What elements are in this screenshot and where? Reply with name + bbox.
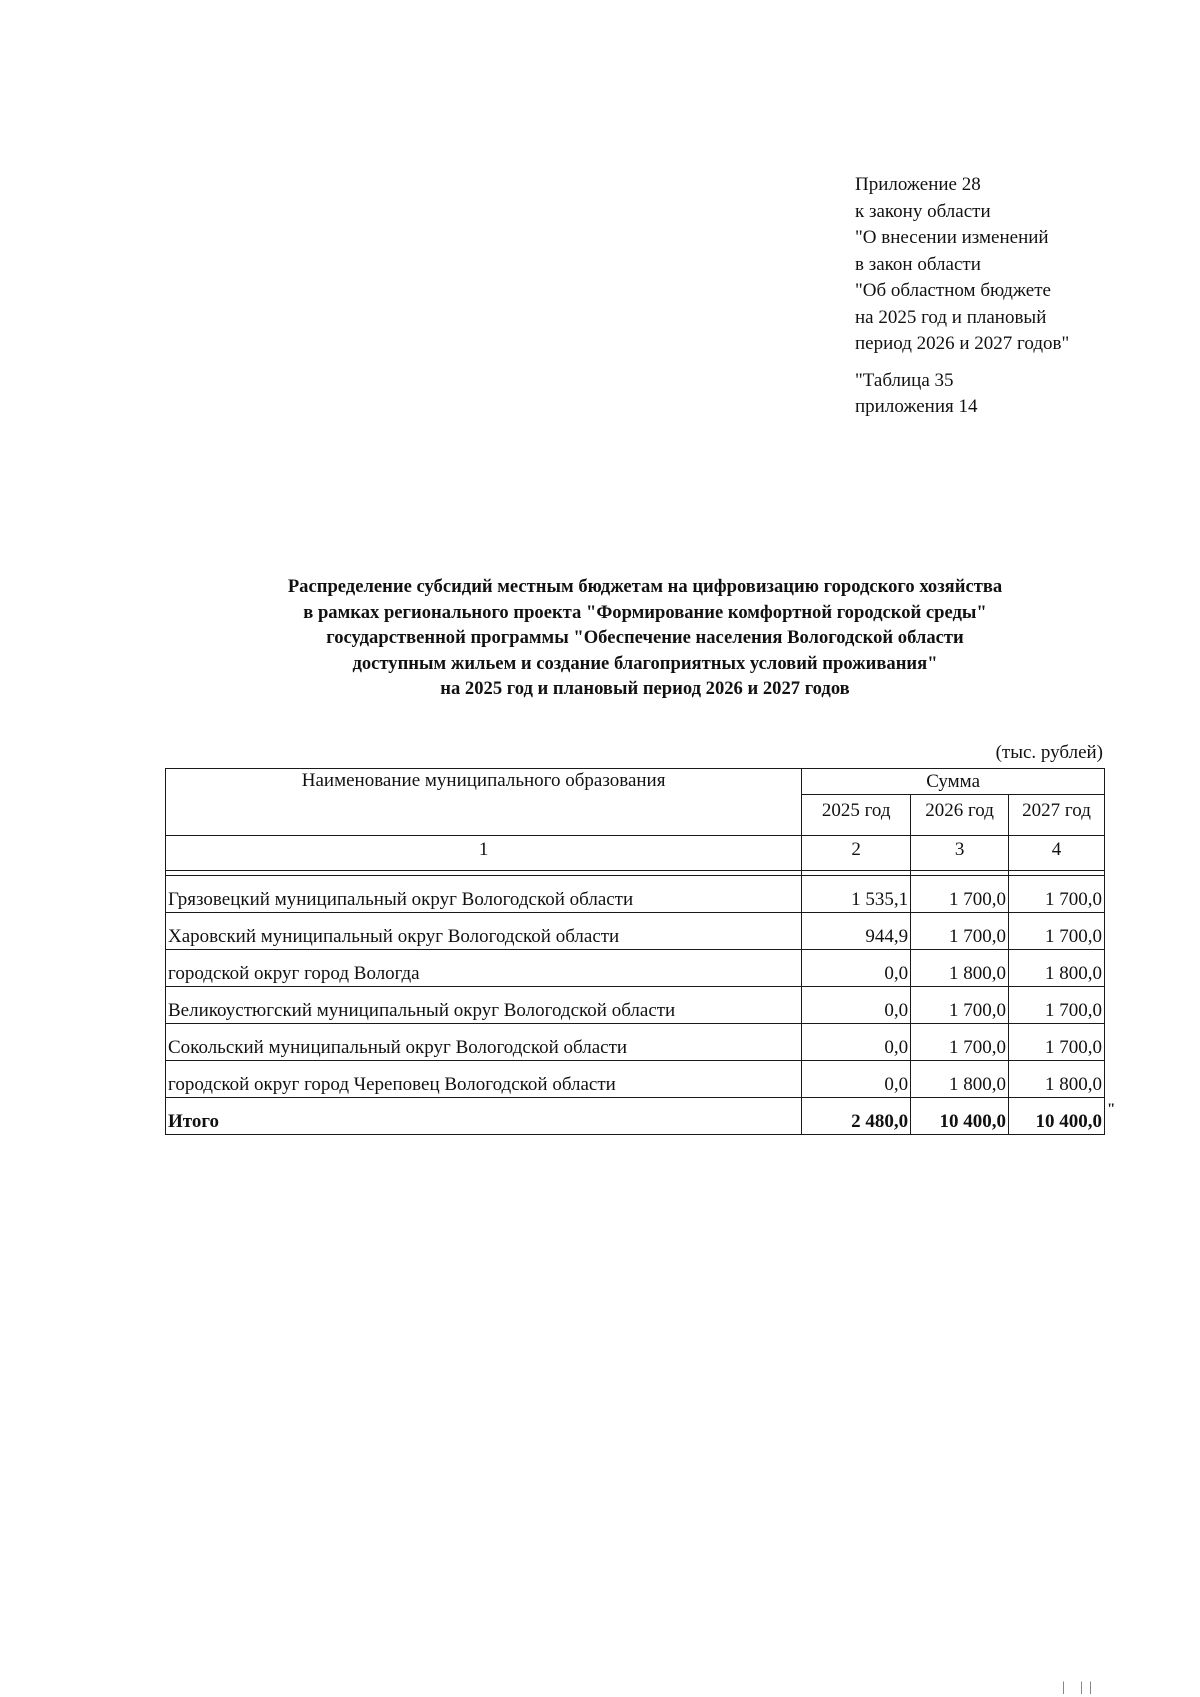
- title-line: государственной программы "Обеспечение населения Вологодской области: [326, 627, 964, 648]
- header-year-2026: 2026 год: [911, 795, 1009, 836]
- appendix-line: Приложение 28: [855, 174, 981, 195]
- value-2027: 1 700,0: [1009, 876, 1105, 913]
- table-row: [166, 1024, 1105, 1061]
- appendix-line: период 2026 и 2027 годов": [855, 333, 1070, 354]
- total-label: Итого: [166, 1098, 802, 1135]
- table-row: [166, 876, 1105, 913]
- total-2027: 10 400,0: [1009, 1098, 1105, 1135]
- appendix-line: на 2025 год и плановый: [855, 306, 1047, 328]
- table-ref-line: приложения 14: [855, 396, 978, 417]
- column-number: 2: [802, 836, 911, 871]
- municipality-name: Харовский муниципальный округ Вологодской области: [166, 913, 802, 950]
- appendix-gap: [855, 358, 1069, 368]
- value-2026: 1 800,0: [911, 950, 1009, 987]
- value-2027: 1 700,0: [1009, 987, 1105, 1024]
- appendix-line: "Об областном бюджете: [855, 280, 1051, 301]
- document-title: [150, 574, 1140, 702]
- value-2025: 1 535,1: [802, 876, 911, 913]
- header-sum-cell: Сумма: [802, 769, 1105, 795]
- municipality-name: Великоустюгский муниципальный округ Вологодской области: [166, 987, 802, 1024]
- subsidy-table: [165, 768, 1105, 1135]
- title-line: доступным жильем и создание благоприятных условий проживания": [352, 652, 938, 674]
- title-line: Распределение субсидий местным бюджетам на цифровизацию городского хозяйства: [287, 576, 1003, 597]
- municipality-name: городской округ город Вологда: [166, 950, 802, 987]
- scan-mark: | ||: [1062, 1680, 1098, 1695]
- title-line: на 2025 год и плановый период 2026 и 2027 годов: [440, 678, 850, 699]
- appendix-line: "О внесении изменений: [855, 227, 1049, 248]
- total-2025: 2 480,0: [802, 1098, 911, 1135]
- total-row: [166, 1098, 1105, 1135]
- table-row: [166, 950, 1105, 987]
- table-row: [166, 987, 1105, 1024]
- municipality-name: Грязовецкий муниципальный округ Вологодской области: [166, 876, 802, 913]
- value-2026: 1 800,0: [911, 1061, 1009, 1098]
- value-2025: 0,0: [802, 1061, 911, 1098]
- value-2027: 1 800,0: [1009, 1061, 1105, 1098]
- value-2025: 0,0: [802, 950, 911, 987]
- column-number: 3: [911, 836, 1009, 871]
- value-2025: 0,0: [802, 1024, 911, 1061]
- value-2025: 0,0: [802, 987, 911, 1024]
- value-2027: 1 700,0: [1009, 913, 1105, 950]
- value-2026: 1 700,0: [911, 987, 1009, 1024]
- value-2025: 944,9: [802, 913, 911, 950]
- total-2026: 10 400,0: [911, 1098, 1009, 1135]
- header-name-cell: Наименование муниципального образования: [166, 769, 802, 836]
- value-2026: 1 700,0: [911, 876, 1009, 913]
- table-row: [166, 913, 1105, 950]
- column-number: 1: [166, 836, 802, 871]
- appendix-line: в закон области: [855, 253, 981, 275]
- value-2027: 1 700,0: [1009, 1024, 1105, 1061]
- column-number: 4: [1009, 836, 1105, 871]
- closing-quote: ": [1107, 1101, 1116, 1117]
- units-note: (тыс. рублей): [995, 742, 1103, 763]
- title-line: в рамках регионального проекта "Формирование комфортной городской среды": [303, 601, 987, 623]
- header-year-2025: 2025 год: [802, 795, 911, 836]
- municipality-name: Сокольский муниципальный округ Вологодской области: [166, 1024, 802, 1061]
- municipality-name: городской округ город Череповец Вологодской области: [166, 1061, 802, 1098]
- header-row: [166, 769, 1105, 795]
- column-number-row: [166, 836, 1105, 871]
- header-year-2027: 2027 год: [1009, 795, 1105, 836]
- value-2026: 1 700,0: [911, 913, 1009, 950]
- appendix-line: к закону области: [855, 200, 991, 222]
- table-row: [166, 1061, 1105, 1098]
- value-2026: 1 700,0: [911, 1024, 1009, 1061]
- table-ref-line: "Таблица 35: [855, 369, 954, 391]
- value-2027: 1 800,0: [1009, 950, 1105, 987]
- appendix-block: [855, 172, 1069, 421]
